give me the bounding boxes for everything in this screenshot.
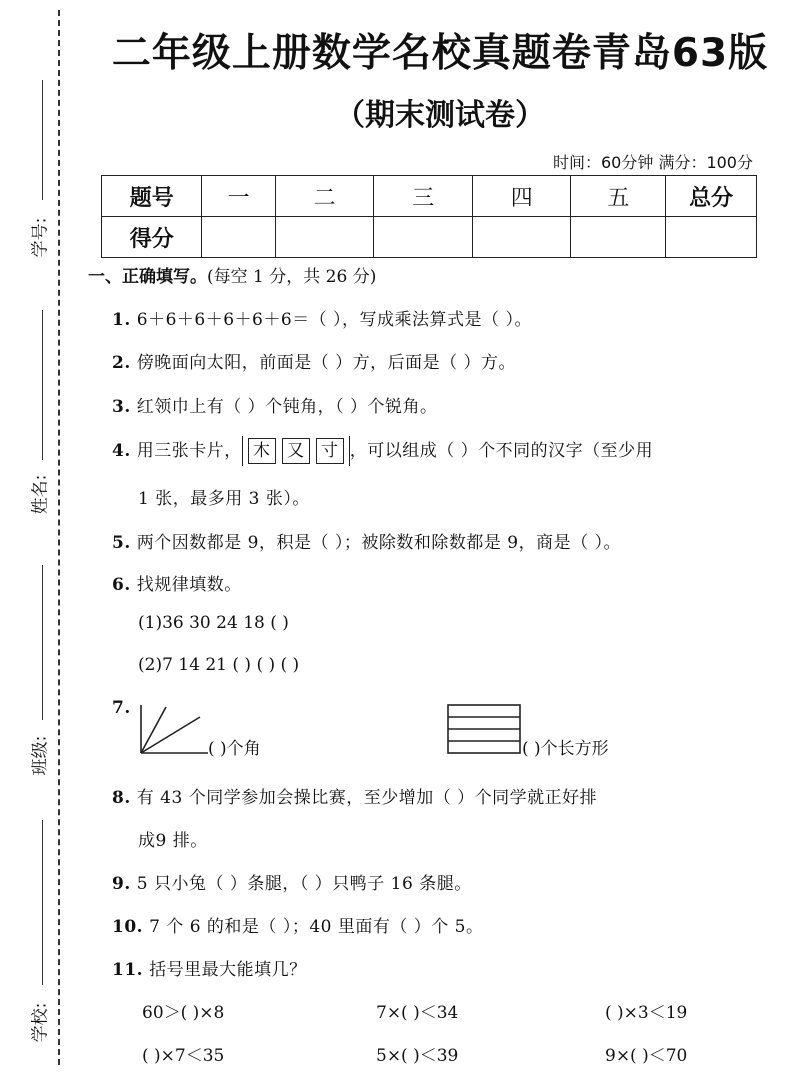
question-4-pre: 用三张卡片， [136,441,242,461]
school-label: 学校: [30,1002,51,1043]
score-table [101,175,757,258]
question-8-line-2: 成9 排。 [138,831,208,851]
question-3-number: 3. [112,397,131,417]
question-7 [112,698,137,718]
question-4 [112,436,653,466]
question-3 [112,392,438,417]
question-1-text: 6＋6＋6＋6＋6＋6＝（ ），写成乘法算式是（ ）。 [136,310,532,330]
angle-figure [138,703,210,755]
name-label: 姓名: [30,474,51,515]
card-cun: 寸 [316,438,344,464]
score-cell-5[interactable] [571,217,666,258]
question-10-number: 10. [112,917,144,937]
question-11-item-5: 5×( )＜39 [376,1046,459,1066]
page-subtitle: （期末测试卷） [335,98,545,133]
score-cell-3[interactable] [374,217,473,258]
column-3-header: 三 [374,176,473,217]
school-field [4,820,56,1050]
question-7-number: 7. [112,698,131,718]
question-8-text: 有 43 个同学参加会操比赛，至少增加（ ）个同学就正好排 [136,788,598,808]
section-1-note: (每空 1 分，共 26 分) [207,267,377,287]
question-11-item-2: 7×( )＜34 [376,1003,459,1023]
section-1-heading [88,262,376,287]
binding-margin [0,0,80,1072]
class-field [4,565,56,776]
name-underline [42,310,43,460]
question-8-number: 8. [112,788,131,808]
column-2-header: 二 [275,176,374,217]
score-table-header-row [102,176,757,217]
question-5 [112,528,621,553]
question-11-text: 括号里最大能填几？ [149,960,307,980]
score-cell-2[interactable] [275,217,374,258]
class-underline [42,565,43,720]
question-2-text: 傍晚面向太阳，前面是（ ）方，后面是（ ）方。 [136,353,517,373]
question-6-sequence-1: (1)36 30 24 18 ( ) [138,613,289,633]
class-label: 班级: [30,735,51,776]
question-6-sequence-2: (2)7 14 21 ( ) ( ) ( ) [138,655,300,675]
total-header: 总分 [666,176,757,217]
score-cell-total[interactable] [666,217,757,258]
question-5-text: 两个因数都是 9，积是（ ）；被除数和除数都是 9，商是（ ）。 [136,533,621,553]
question-2 [112,348,516,373]
exam-meta: 时间：60分钟 满分：100分 [553,153,753,172]
section-1-title: 一、正确填写。 [88,267,207,287]
question-11-item-6: 9×( )＜70 [605,1046,688,1066]
rectangle-figure [446,703,522,755]
student-id-label: 学号: [30,217,51,258]
card-group [242,436,350,466]
question-11-item-3: ( )×3＜19 [605,1003,688,1023]
question-11 [112,955,307,980]
card-you: 又 [282,438,310,464]
page-title: 二年级上册数学名校真题卷青岛63版 [111,31,769,76]
question-11-item-1: 60＞( )×8 [142,1003,225,1023]
question-9-text: 5 只小兔（ ）条腿，（ ）只鸭子 16 条腿。 [136,874,472,894]
question-3-text: 红领巾上有（ ）个钝角，（ ）个锐角。 [136,397,438,417]
column-4-header: 四 [472,176,571,217]
question-6-number: 6. [112,575,131,595]
question-8 [112,783,597,808]
column-5-header: 五 [571,176,666,217]
question-6 [112,570,242,595]
score-label-cell: 得分 [102,217,202,258]
question-4-number: 4. [112,441,131,461]
student-id-underline [42,80,43,200]
school-underline [42,820,43,985]
question-9 [112,869,472,894]
score-cell-4[interactable] [472,217,571,258]
question-2-number: 2. [112,353,131,373]
name-field [4,310,56,515]
score-table-score-row [102,217,757,258]
question-1 [112,305,532,330]
column-1-header: 一 [202,176,275,217]
question-4-post: ，可以组成（ ）个不同的汉字（至少用 [349,441,654,461]
question-1-number: 1. [112,310,131,330]
card-mu: 木 [248,438,276,464]
question-7-rectangle-blank: ( )个长方形 [522,739,609,759]
question-7-angle-blank: ( )个角 [208,739,261,759]
question-9-number: 9. [112,874,131,894]
question-10 [112,912,483,937]
question-11-number: 11. [112,960,144,980]
row-header-cell: 题号 [102,176,202,217]
student-id-field [4,80,56,260]
question-10-text: 7 个 6 的和是（ ）；40 里面有（ ）个 5。 [149,917,484,937]
cut-line [58,10,60,1065]
question-5-number: 5. [112,533,131,553]
question-4-line-2: 1 张，最多用 3 张）。 [138,489,310,509]
angle-ray-shallow [141,717,200,753]
question-6-text: 找规律填数。 [136,575,242,595]
question-11-item-4: ( )×7＜35 [142,1046,225,1066]
score-cell-1[interactable] [202,217,275,258]
